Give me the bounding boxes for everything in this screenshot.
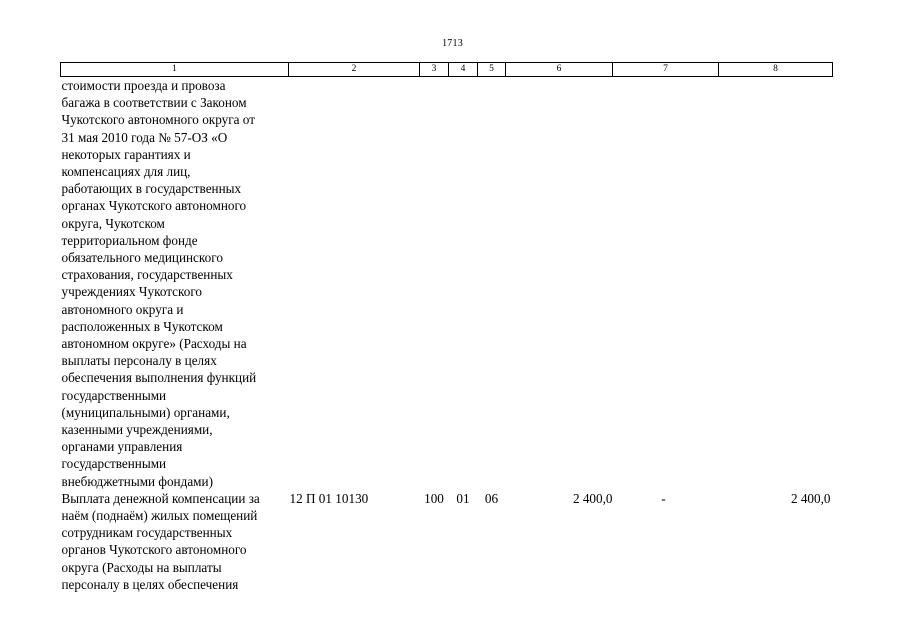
row-section — [449, 77, 478, 490]
page-number: 1713 — [442, 38, 463, 49]
row-amount-total — [506, 77, 613, 490]
column-number: 3 — [420, 63, 449, 77]
row-amount-district — [719, 77, 833, 490]
row-expense-type: 100 — [424, 490, 444, 506]
row-amount-federal — [613, 77, 719, 490]
row-target-article: 12 П 01 10130 — [289, 490, 369, 506]
row-description: стоимости проезда и провоза багажа в соответствии с Законом Чукотского автономного округа от 31 мая 2010 года № 57-ОЗ «О некоторых гарантиях и компенсациях для лиц, работающих в государственных органах Чукотского автономного округа, Чукотском территориальном фонде обязательного медицинского страхования, государственных учреждениях Чукотского автономного округа и расположенных в Чукотском автономном округе» (Расходы на выплаты персоналу в целях обеспечения выполнения функций государственными (муниципальными) органами, казенными учреждениями, органами управления государственными внебюджетными фондами) — [61, 78, 257, 489]
budget-table — [60, 62, 833, 593]
row-amount-total: 2 400,0 — [572, 490, 613, 506]
table-row — [61, 490, 833, 593]
row-subsection: 06 — [484, 490, 499, 506]
row-target-article — [289, 77, 420, 490]
column-number: 7 — [613, 63, 719, 77]
column-number: 1 — [61, 63, 289, 77]
column-number: 4 — [449, 63, 478, 77]
table-row — [61, 77, 833, 490]
column-number: 8 — [719, 63, 833, 77]
row-subsection — [478, 77, 506, 490]
column-number: 2 — [289, 63, 420, 77]
row-description: Выплата денежной компенсации за наём (поднаём) жилых помещений сотрудникам государственных органов Чукотского автономного округа (Расходы на выплаты персоналу в целях обеспечения — [61, 490, 260, 592]
row-amount-federal: - — [661, 490, 666, 506]
column-number: 6 — [506, 63, 613, 77]
row-expense-type — [420, 77, 449, 490]
row-section: 01 — [456, 490, 470, 506]
row-amount-district: 2 400,0 — [790, 490, 831, 506]
column-numbers-row — [61, 63, 833, 77]
column-number: 5 — [478, 63, 506, 77]
